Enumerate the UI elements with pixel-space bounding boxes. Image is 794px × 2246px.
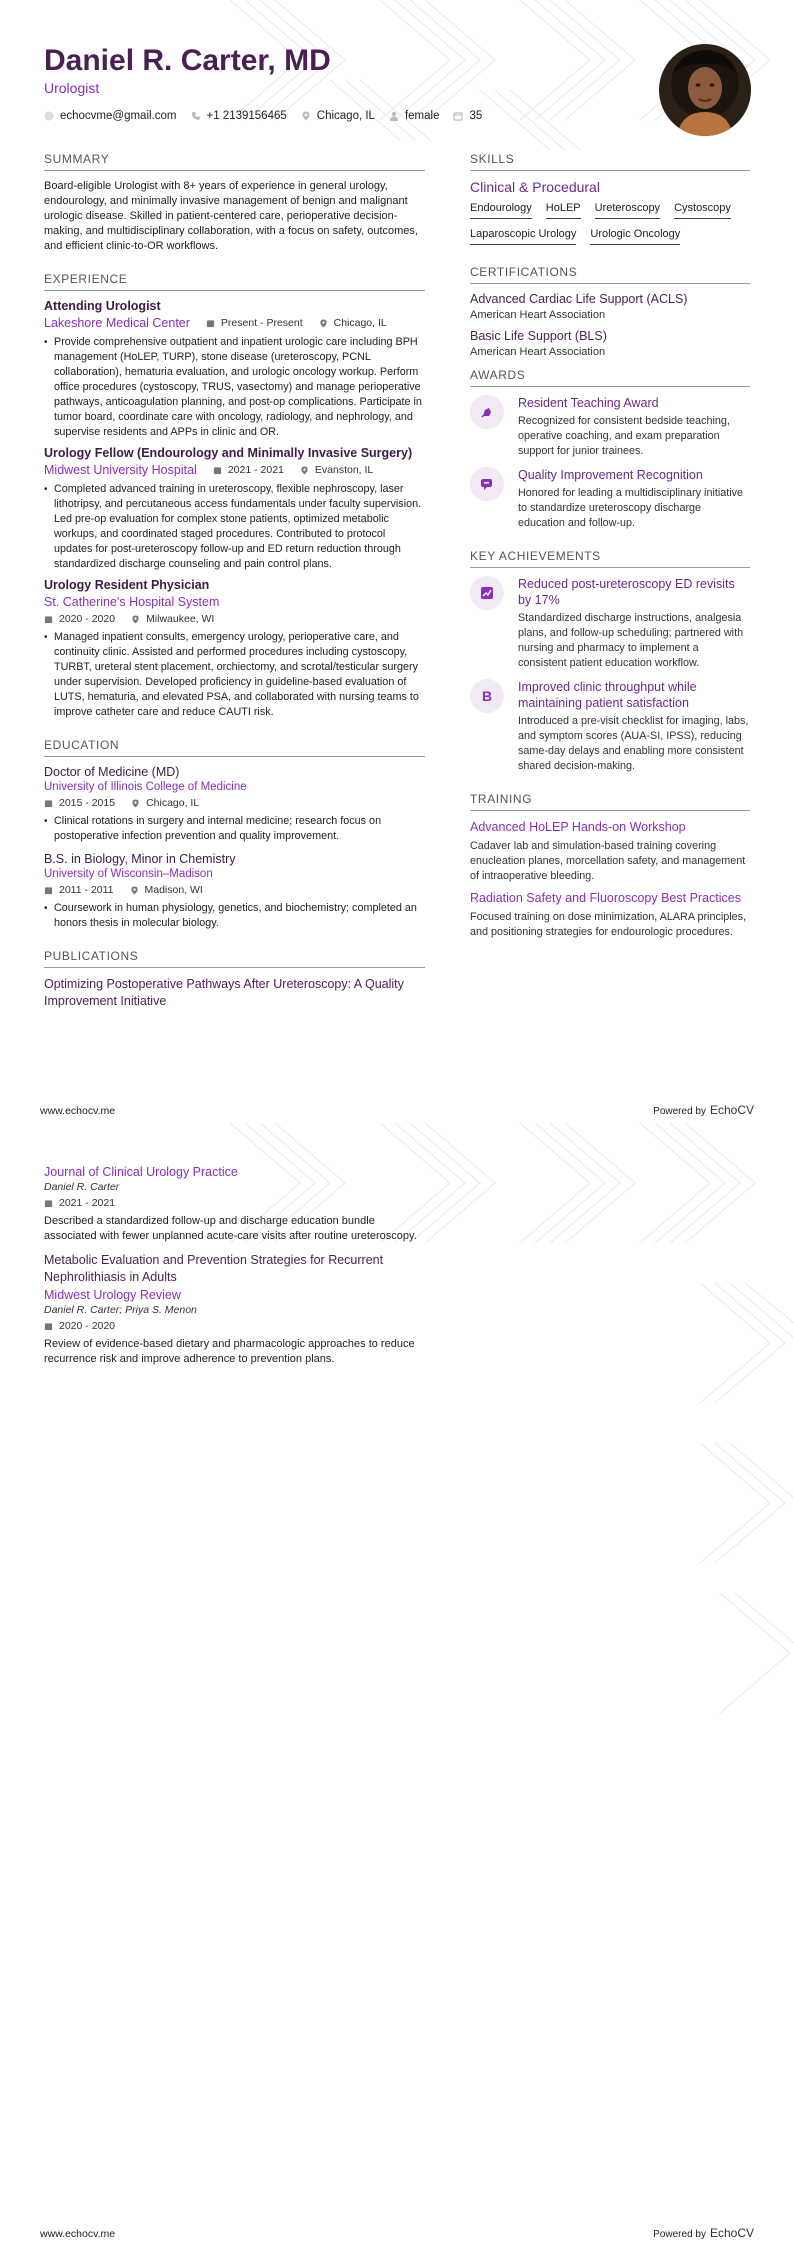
phone-text: +1 2139156465 bbox=[206, 110, 287, 122]
achievement-title: Improved clinic throughput while maintaining patient satisfaction bbox=[518, 680, 697, 710]
candidate-name: Daniel R. Carter, MD bbox=[44, 44, 331, 77]
publication-meta-row bbox=[44, 1197, 425, 1209]
skill-tag: Urologic Oncology bbox=[590, 225, 680, 245]
achievement-description: Standardized discharge instructions, analgesia plans, and follow-up scheduling; partnered with nursing and pharmacy to implement a consistent patient education workflow. bbox=[518, 612, 744, 669]
job-location bbox=[319, 317, 387, 329]
job-location-text: Chicago, IL bbox=[333, 317, 387, 329]
skill-tag: Laparoscopic Urology bbox=[470, 225, 576, 245]
job-dates-text: 2020 - 2020 bbox=[59, 613, 116, 625]
job-meta-row bbox=[44, 463, 425, 477]
award-title: Quality Improvement Recognition bbox=[518, 468, 703, 482]
certifications-heading: CERTIFICATIONS bbox=[470, 265, 750, 284]
job-location bbox=[300, 464, 373, 476]
education-section bbox=[44, 738, 425, 931]
contact-location bbox=[301, 110, 375, 122]
skills-section bbox=[470, 152, 750, 251]
resume-page-2 bbox=[0, 1123, 794, 2246]
left-column bbox=[44, 152, 425, 1028]
brand-logo-text: EchoCV bbox=[709, 1103, 754, 1117]
certification-org: American Heart Association bbox=[470, 346, 606, 358]
publication-dates-text: 2020 - 2020 bbox=[59, 1320, 116, 1332]
footer-powered bbox=[653, 1103, 754, 1117]
publication-dates bbox=[44, 1320, 115, 1332]
publication-meta-row bbox=[44, 1320, 425, 1332]
publications-heading: PUBLICATIONS bbox=[44, 949, 425, 968]
calendar-icon bbox=[213, 466, 222, 475]
chart-icon bbox=[470, 576, 504, 610]
footer-site-link[interactable]: www.echocv.me bbox=[40, 1105, 116, 1117]
powered-by-text: Powered by bbox=[653, 1106, 706, 1117]
skill-group-title: Clinical & Procedural bbox=[470, 179, 600, 195]
job-dates-text: Present - Present bbox=[220, 317, 303, 329]
location-pin-icon bbox=[319, 319, 328, 328]
education-location bbox=[130, 884, 203, 896]
training-title: Radiation Safety and Fluoroscopy Best Practices bbox=[470, 891, 741, 905]
page-footer bbox=[40, 2226, 754, 2240]
job-entry bbox=[44, 299, 425, 440]
publication-entry bbox=[44, 1252, 425, 1367]
publications-section bbox=[44, 949, 425, 1010]
job-title: Urology Fellow (Endourology and Minimally Invasive Surgery) bbox=[44, 446, 413, 460]
footer-powered bbox=[653, 2226, 754, 2240]
publication-entry bbox=[44, 1165, 425, 1244]
award-item bbox=[470, 467, 750, 531]
job-entry bbox=[44, 446, 425, 572]
calendar-icon bbox=[453, 111, 463, 121]
publication-authors: Daniel R. Carter bbox=[44, 1181, 120, 1193]
location-pin-icon bbox=[300, 466, 309, 475]
pen-nib-icon bbox=[470, 395, 504, 429]
education-bullet: • Clinical rotations in surgery and internal medicine; research focus on postoperative infection prevention and quality improvement. bbox=[44, 814, 425, 844]
education-degree: Doctor of Medicine (MD) bbox=[44, 765, 180, 779]
education-school: University of Illinois College of Medicine bbox=[44, 781, 247, 793]
gender-text: female bbox=[404, 110, 440, 122]
certification-name: Basic Life Support (BLS) bbox=[470, 329, 607, 343]
job-meta-row bbox=[44, 316, 425, 330]
job-dates bbox=[213, 464, 284, 476]
location-pin-icon bbox=[131, 799, 140, 808]
certifications-section bbox=[470, 265, 750, 358]
job-dates bbox=[44, 613, 115, 625]
education-entry bbox=[44, 852, 425, 931]
job-org-row bbox=[44, 595, 425, 609]
training-description: Focused training on dose minimization, ALARA principles, and positioning strategies for endourologic procedures. bbox=[470, 911, 747, 938]
award-item bbox=[470, 395, 750, 459]
calendar-icon bbox=[44, 886, 53, 895]
job-bullet-text: Provide comprehensive outpatient and inpatient urologic care including BPH management (HoLEP, TURP), stone disease (ureteroscopy, PCNL collaboration), hematuria evaluation, and urologic oncology workup. Perform office procedures (cystoscopy, TRUS, vasectomy) and manage perioperative pathways, anticoagulation planning, and post-op complications. Participate in tumor board, coordinate care with oncology, radiology, and nephrology, and supervise residents and APPs in clinic and OR. bbox=[54, 336, 422, 438]
location-pin-icon bbox=[130, 886, 139, 895]
contact-row bbox=[44, 110, 654, 122]
job-org: Lakeshore Medical Center bbox=[44, 316, 190, 330]
summary-section bbox=[44, 152, 425, 254]
education-dates bbox=[44, 797, 115, 809]
job-location-text: Milwaukee, WI bbox=[146, 613, 215, 625]
skills-heading: SKILLS bbox=[470, 152, 750, 171]
skill-tag: HoLEP bbox=[546, 199, 581, 219]
job-location-text: Evanston, IL bbox=[314, 464, 374, 476]
publication-title: Metabolic Evaluation and Prevention Strategies for Recurrent Nephrolithiasis in Adults bbox=[44, 1253, 384, 1284]
job-org: St. Catherine's Hospital System bbox=[44, 595, 220, 609]
education-heading: EDUCATION bbox=[44, 738, 425, 757]
job-bullet: • Managed inpatient consults, emergency urology, perioperative care, and continuity clinic. Assisted and performed procedures including cystoscopy, TURBT, ureteral stent placement, orchiectomy, and scrotal/testicular surgery under supervision. Developed proficiency in guideline-based evaluation of LUTS, hematuria, and elevated PSA, and collaborated with nursing teams to improve catheter care and reduce CAUTI risk. bbox=[44, 630, 425, 720]
calendar-icon bbox=[206, 319, 215, 328]
candidate-title: Urologist bbox=[44, 80, 100, 96]
education-dates bbox=[44, 884, 114, 896]
education-bullet-text: Coursework in human physiology, genetics, and biochemistry; completed an honors thesis in molecular biology. bbox=[54, 902, 417, 929]
education-bullet-text: Clinical rotations in surgery and internal medicine; research focus on postoperative infection prevention and quality improvement. bbox=[54, 815, 382, 842]
education-meta-row bbox=[44, 884, 425, 896]
publication-venue: Midwest Urology Review bbox=[44, 1288, 181, 1302]
award-description: Recognized for consistent bedside teaching, operative coaching, and exam preparation support for junior trainees. bbox=[518, 415, 730, 457]
publication-description: Review of evidence-based dietary and pharmacologic approaches to reduce recurrence risk and improve adherence to prevention plans. bbox=[44, 1338, 415, 1365]
avatar bbox=[659, 44, 751, 136]
certification-name: Advanced Cardiac Life Support (ACLS) bbox=[470, 292, 688, 306]
contact-gender bbox=[389, 110, 440, 122]
achievement-title: Reduced post-ureteroscopy ED revisits by 17% bbox=[518, 577, 735, 607]
award-description: Honored for leading a multidisciplinary initiative to standardize ureteroscopy discharge education and follow-up. bbox=[518, 487, 744, 529]
publication-title: Optimizing Postoperative Pathways After Ureteroscopy: A Quality Improvement Initiative bbox=[44, 977, 404, 1008]
job-entry bbox=[44, 578, 425, 720]
right-column bbox=[470, 152, 750, 958]
skill-tag: Cystoscopy bbox=[674, 199, 731, 219]
award-title: Resident Teaching Award bbox=[518, 396, 659, 410]
footer-site-link[interactable]: www.echocv.me bbox=[40, 2228, 116, 2240]
achievements-section bbox=[470, 549, 750, 774]
job-bullet-text: Completed advanced training in ureteroscopy, flexible nephroscopy, laser lithotripsy, and percutaneous access fundamentals under faculty supervision. Led pre-op evaluation for complex stone patients, optimized metabolic workups, and coordinated staged procedures. Contributed to protocol updates for post-ureteroscopy follow-up and ED return reduction through standardized discharge counseling and pain control plans. bbox=[54, 483, 422, 570]
achievements-heading: KEY ACHIEVEMENTS bbox=[470, 549, 750, 568]
chat-bubble-icon bbox=[470, 467, 504, 501]
certification-org: American Heart Association bbox=[470, 309, 606, 321]
job-bullet: • Completed advanced training in ureteroscopy, flexible nephroscopy, laser lithotripsy, and percutaneous access fundamentals under faculty supervision. Led pre-op evaluation for complex stone patients, optimized metabolic workups, and coordinated staged procedures. Contributed to protocol updates for post-ureteroscopy follow-up and ED return reduction through standardized discharge counseling and pain control plans. bbox=[44, 482, 425, 572]
email-text: echocvme@gmail.com bbox=[60, 110, 177, 122]
education-location-text: Chicago, IL bbox=[146, 797, 200, 809]
summary-heading: SUMMARY bbox=[44, 152, 425, 171]
skill-tag: Endourology bbox=[470, 199, 532, 219]
location-text: Chicago, IL bbox=[316, 110, 375, 122]
job-dates bbox=[206, 317, 303, 329]
calendar-icon bbox=[44, 615, 53, 624]
calendar-icon bbox=[44, 1322, 53, 1331]
achievement-item bbox=[470, 679, 750, 774]
education-bullet: • Coursework in human physiology, genetics, and biochemistry; completed an honors thesis in molecular biology. bbox=[44, 901, 425, 931]
location-pin-icon bbox=[131, 615, 140, 624]
training-description: Cadaver lab and simulation-based training covering enucleation planes, morcellation safety, and management of intraoperative bleeding. bbox=[470, 840, 746, 882]
person-icon bbox=[389, 111, 399, 121]
training-title: Advanced HoLEP Hands-on Workshop bbox=[470, 820, 686, 834]
publication-venue: Journal of Clinical Urology Practice bbox=[44, 1165, 238, 1179]
achievement-description: Introduced a pre-visit checklist for imaging, labs, and symptom scores (AUA-SI, IPSS), reducing same-day delays and enabling more consistent shared decision-making. bbox=[518, 715, 749, 772]
age-text: 35 bbox=[469, 110, 483, 122]
job-title: Attending Urologist bbox=[44, 299, 161, 313]
experience-heading: EXPERIENCE bbox=[44, 272, 425, 291]
contact-age bbox=[453, 110, 482, 122]
publication-description: Described a standardized follow-up and discharge education bundle associated with fewer unplanned acute-care visits after routine ureteroscopy. bbox=[44, 1215, 417, 1242]
calendar-icon bbox=[44, 1199, 53, 1208]
publications-continued bbox=[44, 1163, 425, 1367]
resume-header bbox=[44, 44, 654, 122]
phone-icon bbox=[191, 111, 201, 121]
achievement-item bbox=[470, 576, 750, 671]
job-title: Urology Resident Physician bbox=[44, 578, 210, 592]
skill-tag: Ureteroscopy bbox=[595, 199, 660, 219]
education-location bbox=[131, 797, 199, 809]
training-section bbox=[470, 792, 750, 940]
job-bullet: • Provide comprehensive outpatient and inpatient urologic care including BPH management (HoLEP, TURP), stone disease (ureteroscopy, PCNL collaboration), hematuria evaluation, and urologic oncology workup. Perform office procedures (cystoscopy, TRUS, vasectomy) and manage perioperative pathways, anticoagulation planning, and post-op complications. Participate in tumor board, coordinate care with oncology, radiology, and nephrology, and supervise residents and APPs in clinic and OR. bbox=[44, 335, 425, 440]
email-icon bbox=[44, 111, 54, 121]
publication-authors: Daniel R. Carter; Priya S. Menon bbox=[44, 1304, 197, 1316]
page-footer bbox=[40, 1103, 754, 1117]
education-entry bbox=[44, 765, 425, 844]
education-school: University of Wisconsin–Madison bbox=[44, 868, 213, 880]
brand-logo-text: EchoCV bbox=[709, 2226, 754, 2240]
education-meta-row bbox=[44, 797, 425, 809]
job-location bbox=[131, 613, 214, 625]
education-dates-text: 2015 - 2015 bbox=[59, 797, 116, 809]
education-location-text: Madison, WI bbox=[144, 884, 203, 896]
location-pin-icon bbox=[301, 111, 311, 121]
job-dates-text: 2021 - 2021 bbox=[227, 464, 284, 476]
education-degree: B.S. in Biology, Minor in Chemistry bbox=[44, 852, 236, 866]
contact-email[interactable] bbox=[44, 110, 177, 122]
training-heading: TRAINING bbox=[470, 792, 750, 811]
publication-dates bbox=[44, 1197, 115, 1209]
calendar-icon bbox=[44, 799, 53, 808]
education-dates-text: 2011 - 2011 bbox=[59, 884, 114, 896]
powered-by-text: Powered by bbox=[653, 2229, 706, 2240]
experience-section bbox=[44, 272, 425, 720]
awards-section bbox=[470, 368, 750, 531]
letter-b-icon: B bbox=[470, 679, 504, 713]
summary-text: Board-eligible Urologist with 8+ years of experience in general urology, endourology, and minimally invasive management of benign and malignant urologic disease. Skilled in patient-centered care, perioperative decision-making, and multidisciplinary collaboration, with a focus on safety, outcomes, and efficient clinic-to-OR workflows. bbox=[44, 180, 418, 252]
contact-phone[interactable] bbox=[191, 110, 287, 122]
job-org: Midwest University Hospital bbox=[44, 463, 197, 477]
job-bullet-text: Managed inpatient consults, emergency urology, perioperative care, and continuity clinic. Assisted and performed procedures including cystoscopy, TURBT, ureteral stent placement, orchiectomy, and scrotal/testicular surgery under supervision. Developed proficiency in guideline-based evaluation of LUTS, hematuria, and elevated PSA, and collaborated with nursing teams to improve catheter care and reduce CAUTI risk. bbox=[54, 631, 419, 718]
job-meta-row bbox=[44, 613, 425, 625]
publication-dates-text: 2021 - 2021 bbox=[59, 1197, 116, 1209]
awards-heading: AWARDS bbox=[470, 368, 750, 387]
skill-tags bbox=[470, 199, 750, 251]
